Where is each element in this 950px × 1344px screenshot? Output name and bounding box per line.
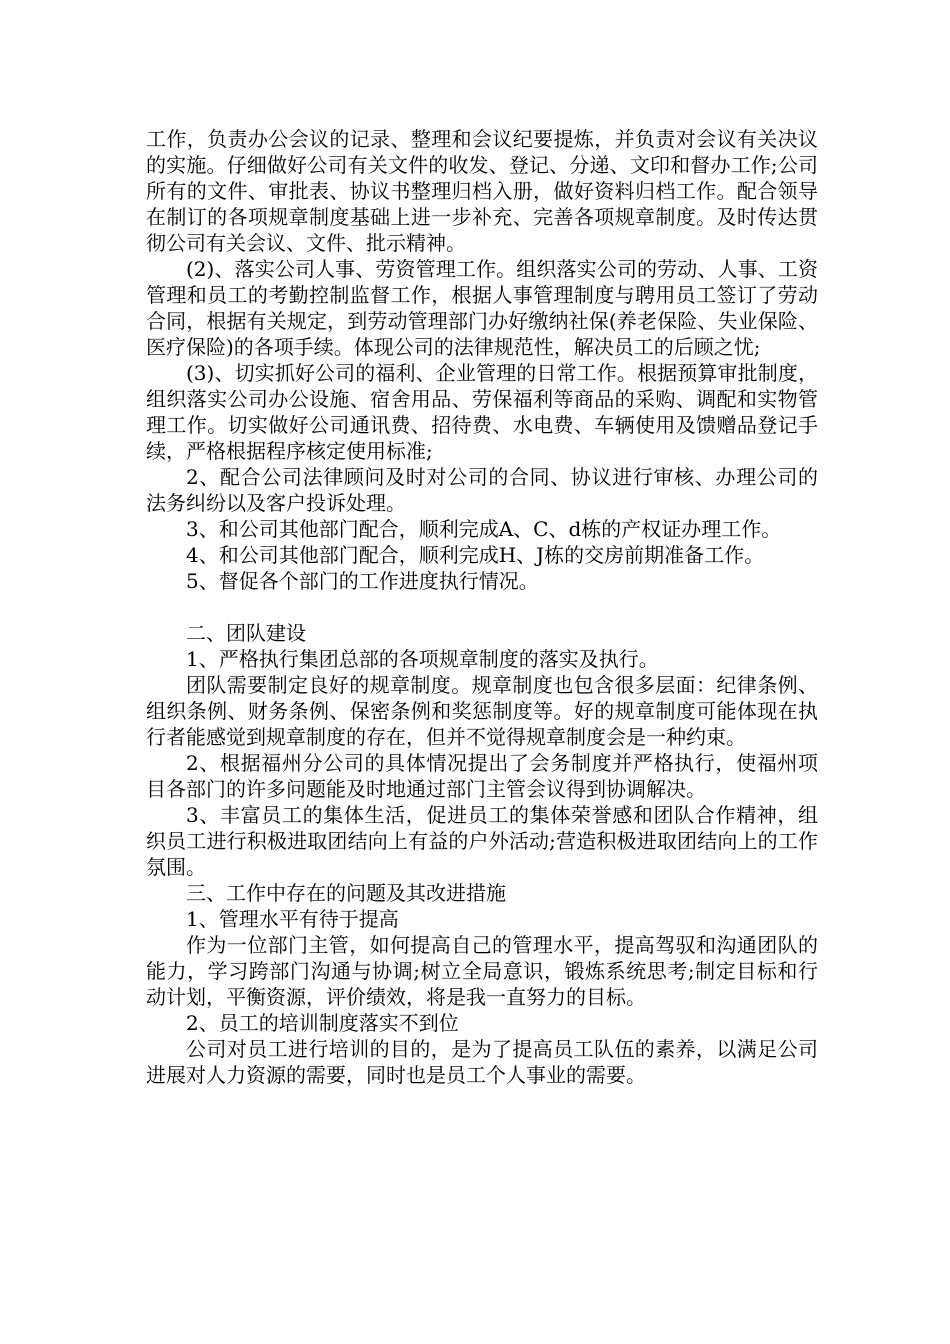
section-heading-problems: 三、工作中存在的问题及其改进措施 [186,881,506,905]
paragraph-legal-cooperation: 2、配合公司法律顾问及时对公司的合同、协议进行审核、办理公司的法务纠纷以及客户投诉处理。 [146,465,818,515]
paragraph-office-work: 工作，负责办公会议的记录、整理和会议纪要提炼，并负责对会议有关决议的实施。仔细做好公司有关文件的收发、登记、分递、文印和督办工作;公司所有的文件、审批表、协议书整理归档入册，做好资料归档工作。配合领导在制订的各项规章制度基础上进一步补充、完善各项规章制度。及时传达贯彻公司有关会议、文件、批示精神。 [146,127,818,255]
paragraph-handover-preparation: 4、和公司其他部门配合，顺利完成H、J栋的交房前期准备工作。 [186,543,765,567]
paragraph-meeting-system: 2、根据福州分公司的具体情况提出了会务制度并严格执行，使福州项目各部门的许多问题能及时地通过部门主管会议得到协调解决。 [146,751,818,801]
paragraph-hr-labor: (2)、落实公司人事、劳资管理工作。组织落实公司的劳动、人事、工资管理和员工的考勤控制监督工作，根据人事管理制度与聘用员工签订了劳动合同，根据有关规定，到劳动管理部门办好缴纳社保(养老保险、失业保险、医疗保险)的各项手续。体现公司的法律规范性，解决员工的后顾之忧; [146,257,818,359]
paragraph-training-purpose: 公司对员工进行培训的目的，是为了提高员工队伍的素养，以满足公司进展对人力资源的需要，同时也是员工个人事业的需要。 [146,1037,818,1087]
paragraph-property-certificate: 3、和公司其他部门配合，顺利完成A、C、d栋的产权证办理工作。 [186,517,782,541]
section-heading-team-building: 二、团队建设 [186,621,306,645]
subheading-management-level: 1、管理水平有待于提高 [186,907,399,931]
subheading-training-system: 2、员工的培训制度落实不到位 [186,1011,459,1035]
document-body [146,126,818,1088]
paragraph-progress-supervision: 5、督促各个部门的工作进度执行情况。 [186,569,539,593]
paragraph-rules-execution: 1、严格执行集团总部的各项规章制度的落实及执行。 [186,647,659,671]
paragraph-management-improvement: 作为一位部门主管，如何提高自己的管理水平，提高驾驭和沟通团队的能力，学习跨部门沟通与协调;树立全局意识，锻炼系统思考;制定目标和行动计划，平衡资源，评价绩效，将是我一直努力的目标。 [146,933,818,1009]
blank-line [146,594,818,620]
paragraph-collective-life: 3、丰富员工的集体生活，促进员工的集体荣誉感和团队合作精神，组织员工进行积极进取团结向上有益的户外活动;营造积极进取团结向上的工作氛围。 [146,803,818,879]
paragraph-rules-description: 团队需要制定良好的规章制度。规章制度也包含很多层面：纪律条例、组织条例、财务条例、保密条例和奖惩制度等。好的规章制度可能体现在执行者能感觉到规章制度的存在，但并不觉得规章制度会是一种约束。 [146,673,818,749]
paragraph-welfare-management: (3)、切实抓好公司的福利、企业管理的日常工作。根据预算审批制度，组织落实公司办公设施、宿舍用品、劳保福利等商品的采购、调配和实物管理工作。切实做好公司通讯费、招待费、水电费、车辆使用及馈赠品登记手续，严格根据程序核定使用标准; [146,361,818,463]
